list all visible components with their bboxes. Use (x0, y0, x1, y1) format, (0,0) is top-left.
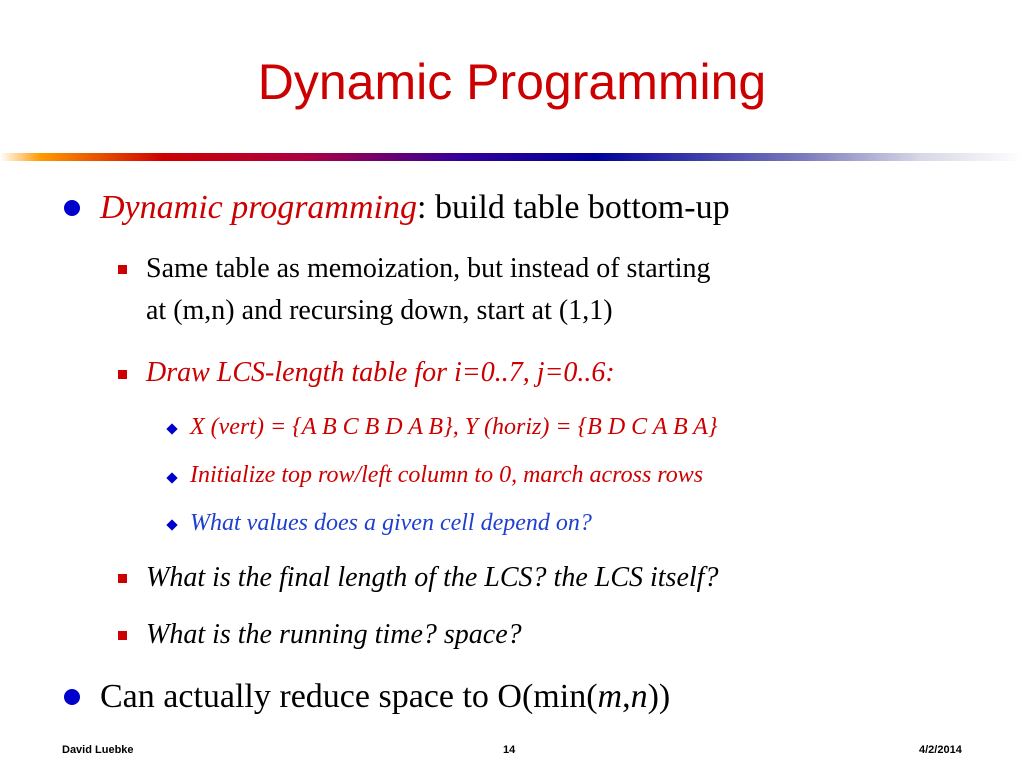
bullet-text: Can actually reduce space to O(min( (100, 678, 598, 715)
slide-title: Dynamic Programming (257, 54, 767, 110)
sub-bullet-memoization (146, 248, 966, 332)
footer-author: David Luebke (62, 744, 134, 756)
var-m: m (597, 678, 623, 715)
bullet-square-icon (118, 370, 127, 379)
sub-sub-bullet-dependence: What values does a given cell depend on? (190, 510, 592, 536)
title-divider (0, 153, 1024, 161)
sub-sub-bullet-sequences: X (vert) = {A B C B D A B}, Y (horiz) = {B D C A B A} (190, 414, 718, 440)
bullet-dynamic-programming (100, 188, 730, 228)
comma: , (622, 678, 631, 715)
sub-sub-bullet-initialize: Initialize top row/left column to 0, march across rows (190, 462, 704, 488)
bullet-diamond-icon (166, 472, 177, 483)
var-n: n (630, 678, 648, 715)
bullet-term: Dynamic programming (100, 189, 417, 226)
sub-bullet-line: Same table as memoization, but instead of starting (146, 253, 711, 284)
bullet-text: : build table bottom-up (417, 189, 730, 226)
footer-date: 4/2/2014 (919, 744, 962, 756)
sub-bullet-line: at (m,n) and recursing down, start at (1,1) (146, 295, 613, 326)
bullet-diamond-icon (166, 423, 177, 434)
bullet-square-icon (118, 631, 127, 640)
bullet-dot-icon (64, 200, 80, 216)
bullet-text-end: )) (647, 678, 671, 715)
footer-page-number: 14 (503, 744, 516, 756)
bullet-diamond-icon (166, 519, 177, 530)
bullet-square-icon (118, 265, 127, 274)
bullet-reduce-space (100, 677, 670, 717)
bullet-square-icon (118, 574, 127, 583)
sub-bullet-final-length: What is the final length of the LCS? the LCS itself? (146, 562, 719, 593)
sub-bullet-draw-table: Draw LCS-length table for i=0..7, j=0..6: (146, 357, 615, 388)
sub-bullet-running-time: What is the running time? space? (146, 619, 522, 650)
bullet-dot-icon (64, 689, 80, 705)
